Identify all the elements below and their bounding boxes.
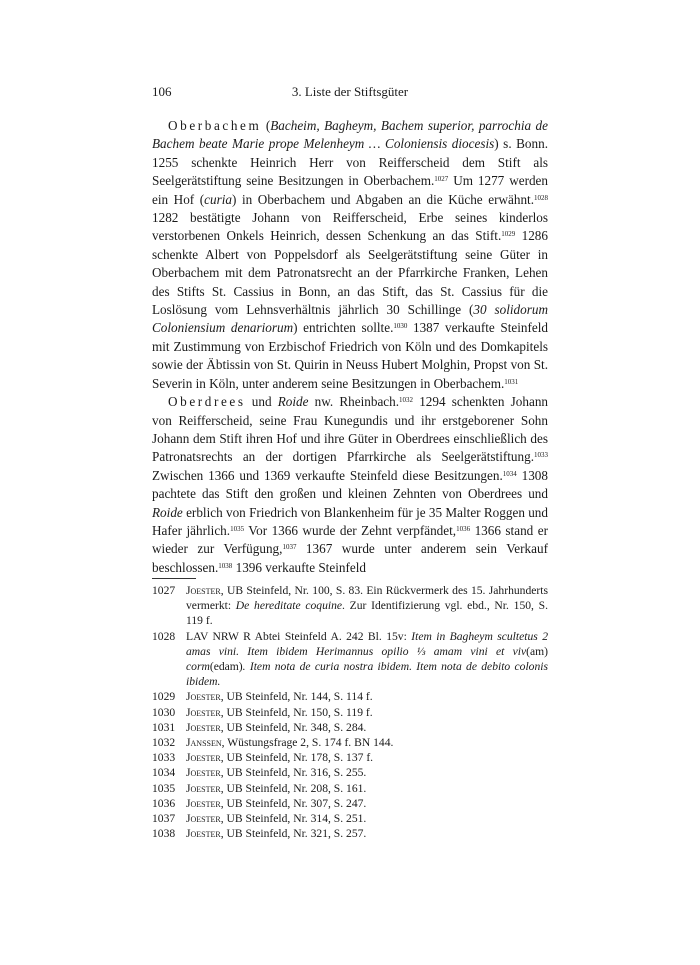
footnote-number: 1029 [152, 690, 176, 704]
text-run: (edam) [209, 660, 243, 674]
main-text [152, 117, 548, 577]
footnote-1037 [152, 811, 548, 826]
place-name: Oberbachem [168, 118, 262, 133]
text-run: erblich von Friedrich von Blankenheim für je 35 Malter Roggen und Hafer jährlich. [152, 504, 548, 538]
text-run: Um 1277 werden ein Hof ( [152, 173, 548, 207]
footnote-text [186, 750, 548, 765]
author-name: Joester [186, 584, 221, 597]
footnote-number: 1027 [152, 584, 176, 597]
footnote-ref: 1035 [230, 524, 245, 533]
footnote-text [186, 796, 548, 811]
footnote-1032 [152, 735, 548, 750]
footnote-ref: 1033 [534, 451, 548, 460]
text-run: nw. Rheinbach. [308, 394, 400, 410]
footnote-ref: 1028 [534, 193, 548, 202]
text-run: , UB Steinfeld, Nr. 178, S. 137 f. [220, 751, 374, 765]
author-name: Joester [186, 812, 221, 826]
footnote-1027 [152, 583, 548, 629]
author-name: Joester [186, 720, 221, 734]
footnote-number: 1034 [152, 766, 176, 780]
latin-quote: corm [186, 660, 210, 674]
footnote-text [186, 735, 548, 750]
footnote-1036 [152, 796, 548, 811]
place-name-italic: Roide [277, 394, 309, 410]
text-run: 1367 wurde unter anderem sein Verkauf beschlossen. [152, 541, 548, 575]
author-name: Joester [186, 781, 221, 795]
footnote-ref: 1037 [282, 543, 297, 552]
text-run: , UB Steinfeld, Nr. 321, S. 257. [220, 827, 367, 841]
footnote-divider [152, 578, 196, 579]
footnote-1033 [152, 750, 548, 765]
footnote-1029 [152, 689, 548, 704]
author-name: Joester [186, 705, 221, 719]
text-run: , UB Steinfeld, Nr. 208, S. 161. [220, 781, 367, 795]
text-run: ) s. Bonn. 1255 schenkte Heinrich Herr von Reifferscheid dem Stift als Seelgerätstiftung seine Besitzungen in Oberbachem. [152, 136, 548, 189]
text-run: ) entrichten sollte. [293, 320, 394, 336]
text-run: , UB Steinfeld, Nr. 316, S. 255. [220, 766, 367, 780]
footnote-1031 [152, 720, 548, 735]
text-run: 1387 verkaufte Steinfeld mit Zustimmung von Erzbischof Friedrich von Köln und des Domkapitels sowie der Äbtissin von St. Quirin in Neuss Hubert Molghin, Propst von St. Severin in Köln, unter anderem seine Besitzungen in Oberbachem. [152, 320, 548, 391]
footnote-number: 1035 [152, 781, 176, 795]
author-name: Joester [186, 751, 221, 765]
footnote-number: 1032 [152, 736, 176, 750]
text-run: , UB Steinfeld, Nr. 100, S. 83. Ein Rückvermerk des 15. Jahrhunderts vermerkt: [186, 584, 548, 613]
text-run: . Zur Identifizierung vgl. ebd., Nr. 150, S. 119 f. [186, 599, 549, 628]
footnotes [152, 583, 548, 841]
page-header [152, 84, 548, 104]
text-run: 1294 schenkten Johann von Reifferscheid, seine Frau Kunegundis und ihr erstgeborener Sohn Johann dem Stift ihren Hof und ihre Güter in Oberdrees einschließlich des Patronatsrechts an der dortigen Pfarrkirche als Seelgerätstiftung. [152, 394, 549, 465]
footnote-text [186, 629, 548, 690]
latin-quote: . Item nota de curia nostra ibidem. Item nota de debito colonis ibidem. [186, 660, 548, 689]
author-name: Joester [186, 827, 221, 841]
author-name: Joester [186, 690, 221, 704]
footnote-text [186, 583, 548, 629]
footnote-ref: 1030 [393, 322, 408, 331]
footnote-text [186, 705, 548, 720]
running-head: 3. Liste der Stiftsgüter [291, 84, 409, 99]
text-run: und [245, 394, 278, 410]
latin-term: 30 solidorum Coloniensium denariorum [152, 302, 548, 336]
author-name: Joester [186, 796, 221, 810]
author-name: Joester [186, 766, 221, 780]
text-run: , UB Steinfeld, Nr. 150, S. 119 f. [220, 705, 373, 719]
paragraph-oberbachem: Oberbachem (Bacheim, Bagheym, Bachem superior, parrochia de Bachem beate Marie prope Melenheym … Coloniensis diocesis) s. Bonn. 1255 schenkte Heinrich Herr von Reifferscheid dem Stift als Seelgerätstiftung seine Besitzungen in Oberbachem.$^{1027}$ Um 1277 werden ein Hof (curia) in Oberbachem und Abgaben an die Küche erwähnt.$^{1028}$ 1282 bestätigte Johann von Reifferscheid, Erbe seines kinderlos verstorbenen Onkels Heinrich, dessen Schenkung an das Stift.$^{1029}$ 1286 schenkte Albert von Poppelsdorf als Seelgerätstiftung seine Güter in Oberbachem mit dem Patronatsrecht an der Pfarrkirche Franken, Lehen des Stifts St. Cassius in Bonn, an das Stift, das St. Cassius für die Loslösung vom Lehnsverhältnis jährlich 30 Schillinge (30 solidorum Coloniensium denariorum) entrichten sollte.$^{1030}$ 1387 verkaufte Steinfeld mit Zustimmung von Erzbischof Friedrich von Köln und des Domkapitels sowie der Äbtissin von St. Quirin in Neuss Hubert Molghin, Propst von St. Severin in Köln, unter anderem seine Besitzungen in Oberbachem.$^{1031}$ [152, 118, 548, 391]
footnote-1038 [152, 826, 548, 841]
footnote-ref: 1038 [218, 561, 233, 570]
page-number: 106 [152, 84, 172, 99]
paragraph-oberdrees [152, 393, 548, 577]
text-run: 1396 verkaufte Steinfeld [232, 559, 366, 575]
text-run: 1366 stand er wieder zur Verfügung, [152, 522, 548, 557]
footnote-text [186, 811, 548, 826]
footnote-ref: 1029 [501, 230, 516, 239]
text-run: 1286 schenkte Albert von Poppelsdorf als Seelgerätstiftung seine Güter in Oberbachem mit dem Patronatsrecht an der Pfarrkirche Franken, Lehen des Stifts St. Cassius in Bonn, an das Stift, das St. Cassius für die Loslösung vom Lehnsverhältnis jährlich 30 Schillinge ( [152, 228, 548, 318]
footnote-number: 1030 [152, 705, 176, 719]
footnote-ref: 1036 [456, 524, 471, 533]
text-run: , UB Steinfeld, Nr. 307, S. 247. [220, 796, 367, 810]
footnote-text [186, 826, 548, 841]
text-run: (am) [526, 644, 548, 658]
text-run: , UB Steinfeld, Nr. 144, S. 114 f. [220, 690, 373, 704]
footnote-1028 [152, 629, 548, 690]
text-run: , UB Steinfeld, Nr. 314, S. 251. [220, 812, 367, 826]
latin-term: curia [204, 191, 232, 207]
footnote-1035 [152, 781, 548, 796]
footnote-number: 1038 [152, 827, 176, 841]
text-run: , UB Steinfeld, Nr. 348, S. 284. [220, 720, 367, 734]
place-name: Oberdrees [168, 394, 246, 410]
text-run: Zwischen 1366 und 1369 verkaufte Steinfeld diese Besitzungen. [152, 467, 503, 483]
footnote-number: 1031 [152, 720, 176, 734]
footnote-1034 [152, 765, 548, 780]
text-run: 1308 pachtete das Stift den großen und kleinen Zehnten von Oberdrees und [152, 467, 548, 502]
footnote-ref: 1034 [502, 469, 517, 478]
latin-quote: Item in Bagheym scultetus 2 amas vini. Item ibidem Herimannus opilio ⅓ amam vini et viv [186, 629, 549, 658]
footnote-text [186, 765, 548, 780]
footnote-number: 1033 [152, 751, 176, 765]
footnote-number: 1037 [152, 812, 176, 826]
footnote-ref: 1027 [434, 175, 449, 184]
footnote-text [186, 689, 548, 704]
footnote-1030 [152, 705, 548, 720]
name-variants: Bacheim, Bagheym, Bachem superior, parrochia de Bachem beate Marie prope Melenheym … Coloniensis diocesis [152, 118, 548, 152]
text-run: ) in Oberbachem und Abgaben an die Küche erwähnt. [232, 191, 534, 207]
footnote-text [186, 720, 548, 735]
footnote-ref: 1031 [504, 377, 519, 386]
latin-quote: De hereditate coquine [235, 599, 343, 613]
text-run: Vor 1366 wurde der Zehnt verpfändet, [244, 522, 457, 538]
footnote-text [186, 781, 548, 796]
text-run: , Wüstungsfrage 2, S. 174 f. BN 144. [221, 736, 394, 750]
author-name: Janssen [186, 736, 222, 750]
text-run: 1282 bestätigte Johann von Reifferscheid, Erbe seines kinderlos verstorbenen Onkels Heinrich, dessen Schenkung an das Stift. [152, 210, 548, 244]
footnote-number: 1036 [152, 796, 176, 810]
place-name-italic: Roide [152, 504, 183, 520]
footnote-number: 1028 [152, 629, 176, 643]
footnote-ref: 1032 [399, 396, 414, 405]
text-run: LAV NRW R Abtei Steinfeld A. 242 Bl. 15v: [186, 629, 412, 643]
